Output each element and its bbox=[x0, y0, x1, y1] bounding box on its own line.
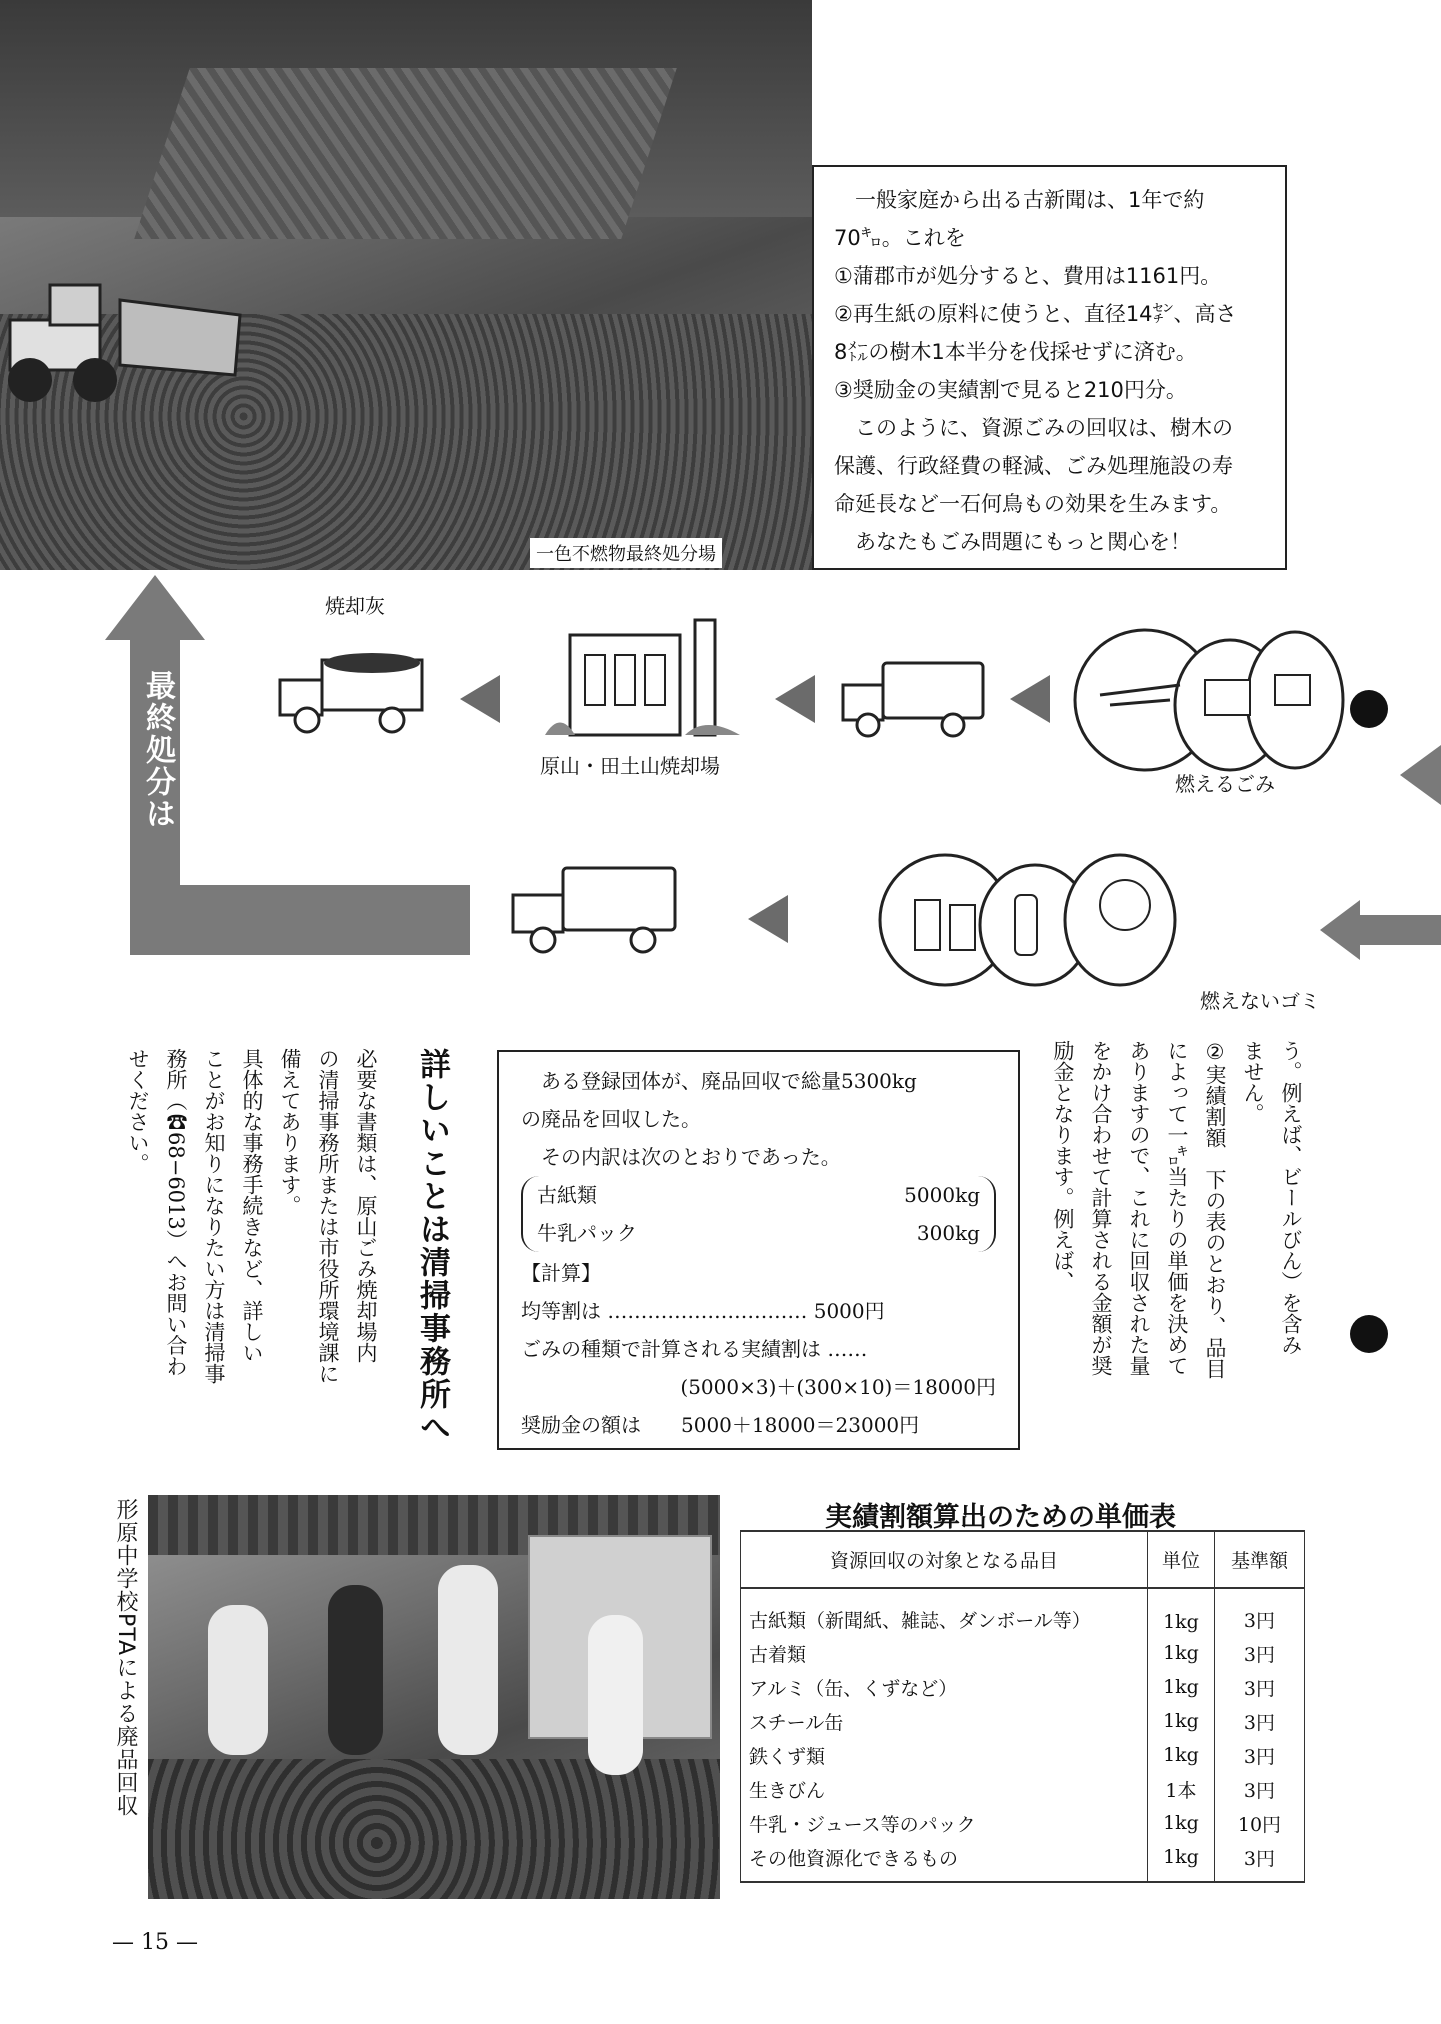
item-name: 牛乳パック bbox=[537, 1221, 637, 1245]
price-cell: 10円 bbox=[1214, 1806, 1304, 1840]
price-table bbox=[740, 1530, 1305, 1883]
text-line: 務所（☎68−6013）へお問い合わ bbox=[164, 1048, 188, 1377]
ash-truck-icon bbox=[272, 645, 432, 735]
price-cell: 3円 bbox=[1214, 1840, 1304, 1882]
column-header: 資源回収の対象となる品目 bbox=[741, 1531, 1148, 1588]
info-line: あなたもごみ問題にもっと関心を！ bbox=[855, 530, 1191, 554]
info-line: 命延長など一石何鳥もの効果を生みます。 bbox=[834, 492, 1232, 516]
text-line: をかけ合わせて計算される金額が奨 bbox=[1089, 1040, 1113, 1376]
calc-items bbox=[521, 1176, 996, 1252]
calculation-example-box bbox=[497, 1050, 1020, 1450]
item-amount: 300kg bbox=[916, 1221, 980, 1245]
text-line: によって一㌔当たりの単価を決めて bbox=[1165, 1040, 1189, 1376]
text-line: ありますので、これに回収された量 bbox=[1127, 1040, 1151, 1376]
incinerator-icon bbox=[540, 615, 750, 750]
price-cell: 3円 bbox=[1214, 1670, 1304, 1704]
table-row bbox=[741, 1670, 1305, 1704]
actual-share-formula: (5000×3)＋(300×10)＝18000円 bbox=[680, 1375, 996, 1399]
nonburnable-label: 燃えないゴミ bbox=[1200, 989, 1320, 1013]
calc-intro: その内訳は次のとおりであった。 bbox=[541, 1145, 841, 1169]
table-row bbox=[741, 1840, 1305, 1882]
item-cell: アルミ（缶、くずなど） bbox=[741, 1670, 1148, 1704]
item-cell: その他資源化できるもの bbox=[741, 1840, 1148, 1882]
text-line: 備えてあります。 bbox=[278, 1048, 302, 1216]
info-line: 8㍍の樹木1本半分を伐採せずに済む。 bbox=[834, 340, 1197, 364]
item-cell: スチール缶 bbox=[741, 1704, 1148, 1738]
table-row bbox=[741, 1636, 1305, 1670]
price-cell: 3円 bbox=[1214, 1588, 1304, 1636]
incoming-arrow-icon bbox=[1400, 745, 1441, 805]
subsidy-explanation-text bbox=[1040, 1040, 1310, 1480]
text-line: せください。 bbox=[126, 1048, 150, 1174]
text-line: 具体的な事務手続きなど、詳しい bbox=[240, 1048, 264, 1363]
incinerator-label: 原山・田土山焼却場 bbox=[540, 754, 720, 778]
item-cell: 生きびん bbox=[741, 1772, 1148, 1806]
bulldozer-icon bbox=[0, 270, 250, 410]
unit-cell: 1kg bbox=[1148, 1840, 1215, 1882]
unit-cell: 1kg bbox=[1148, 1588, 1215, 1636]
price-cell: 3円 bbox=[1214, 1636, 1304, 1670]
table-row bbox=[741, 1588, 1305, 1636]
table-row bbox=[741, 1738, 1305, 1772]
info-line: ③奨励金の実績割で見ると210円分。 bbox=[834, 378, 1187, 402]
flow-arrow-icon bbox=[460, 675, 500, 723]
calc-label: 【計算】 bbox=[521, 1261, 601, 1285]
unit-cell: 1kg bbox=[1148, 1670, 1215, 1704]
price-cell: 3円 bbox=[1214, 1772, 1304, 1806]
info-line: このように、資源ごみの回収は、樹木の bbox=[855, 416, 1233, 440]
info-line: 一般家庭から出る古新聞は、1年で約 bbox=[855, 188, 1205, 212]
contact-heading: 詳しいことは清掃事務所へ bbox=[414, 1048, 450, 1444]
unit-cell: 1kg bbox=[1148, 1806, 1215, 1840]
info-line: 70㌔。これを bbox=[834, 226, 966, 250]
item-cell: 古紙類（新聞紙、雑誌、ダンボール等） bbox=[741, 1588, 1148, 1636]
flow-arrow-icon bbox=[1010, 675, 1050, 723]
price-cell: 3円 bbox=[1214, 1738, 1304, 1772]
item-cell: 古着類 bbox=[741, 1636, 1148, 1670]
bullet-icon bbox=[1350, 1315, 1388, 1353]
final-disposal-label: 最終処分は bbox=[140, 670, 175, 830]
text-line: ません。 bbox=[1241, 1040, 1265, 1124]
incoming-arrow-icon bbox=[1320, 900, 1441, 960]
text-line: 励金となります。例えば、 bbox=[1051, 1040, 1075, 1292]
landfill-photo bbox=[0, 0, 812, 570]
garbage-truck-icon bbox=[838, 655, 988, 740]
text-line: う。例えば、ビールびん）を含み bbox=[1279, 1040, 1303, 1355]
table-row bbox=[741, 1772, 1305, 1806]
bullet-icon bbox=[1350, 690, 1388, 728]
unit-cell: 1kg bbox=[1148, 1738, 1215, 1772]
contact-body bbox=[105, 1048, 385, 1478]
unit-cell: 1kg bbox=[1148, 1704, 1215, 1738]
calc-intro: の廃品を回収した。 bbox=[521, 1107, 701, 1131]
info-line: ①蒲郡市が処分すると、費用は1161円。 bbox=[834, 264, 1222, 288]
flow-arrow-icon bbox=[775, 675, 815, 723]
unit-cell: 1kg bbox=[1148, 1636, 1215, 1670]
bottom-arrow-bar bbox=[130, 885, 470, 955]
text-line: の清掃事務所または市役所環境課に bbox=[316, 1048, 340, 1384]
table-row bbox=[741, 1806, 1305, 1840]
subsidy-total: 奨励金の額は 5000＋18000＝23000円 bbox=[521, 1413, 920, 1437]
garbage-truck-icon bbox=[508, 860, 683, 960]
calc-intro: ある登録団体が、廃品回収で総量5300kg bbox=[541, 1069, 917, 1093]
page-number: — 15 — bbox=[112, 1930, 198, 1955]
info-line: ②再生紙の原料に使うと、直径14㌢、高さ bbox=[834, 302, 1237, 326]
flow-arrow-icon bbox=[748, 895, 788, 943]
table-row bbox=[741, 1704, 1305, 1738]
item-name: 古紙類 bbox=[537, 1183, 597, 1207]
ash-label: 焼却灰 bbox=[325, 594, 385, 618]
burnable-label: 燃えるごみ bbox=[1175, 772, 1275, 796]
text-line: ②実績割額 下の表のとおり、品目 bbox=[1203, 1040, 1227, 1379]
item-amount: 5000kg bbox=[904, 1183, 980, 1207]
bottom-photo-caption: 形原中学校PTAによる廃品回収 bbox=[113, 1498, 138, 1818]
text-line: ことがお知りになりたい方は清掃事 bbox=[202, 1048, 226, 1384]
newspaper-info-box bbox=[812, 165, 1287, 570]
item-cell: 鉄くず類 bbox=[741, 1738, 1148, 1772]
landfill-photo-caption: 一色不燃物最終処分場 bbox=[530, 538, 722, 568]
column-header: 単位 bbox=[1148, 1531, 1215, 1588]
text-line: 必要な書類は、原山ごみ焼却場内 bbox=[354, 1048, 378, 1363]
pta-collection-photo bbox=[148, 1495, 720, 1899]
item-cell: 牛乳・ジュース等のパック bbox=[741, 1806, 1148, 1840]
nonburnable-garbage-bags-icon bbox=[875, 825, 1185, 990]
burnable-garbage-bags-icon bbox=[1070, 605, 1350, 775]
info-line: 保護、行政経費の軽減、ごみ処理施設の寿 bbox=[834, 454, 1233, 478]
actual-share-label: ごみの種類で計算される実績割は …… bbox=[521, 1337, 868, 1361]
price-cell: 3円 bbox=[1214, 1704, 1304, 1738]
equal-share: 均等割は ………………………… 5000円 bbox=[521, 1299, 885, 1323]
unit-cell: 1本 bbox=[1148, 1772, 1215, 1806]
column-header: 基準額 bbox=[1214, 1531, 1304, 1588]
price-table-title: 実績割額算出のための単価表 bbox=[825, 1502, 1176, 1533]
